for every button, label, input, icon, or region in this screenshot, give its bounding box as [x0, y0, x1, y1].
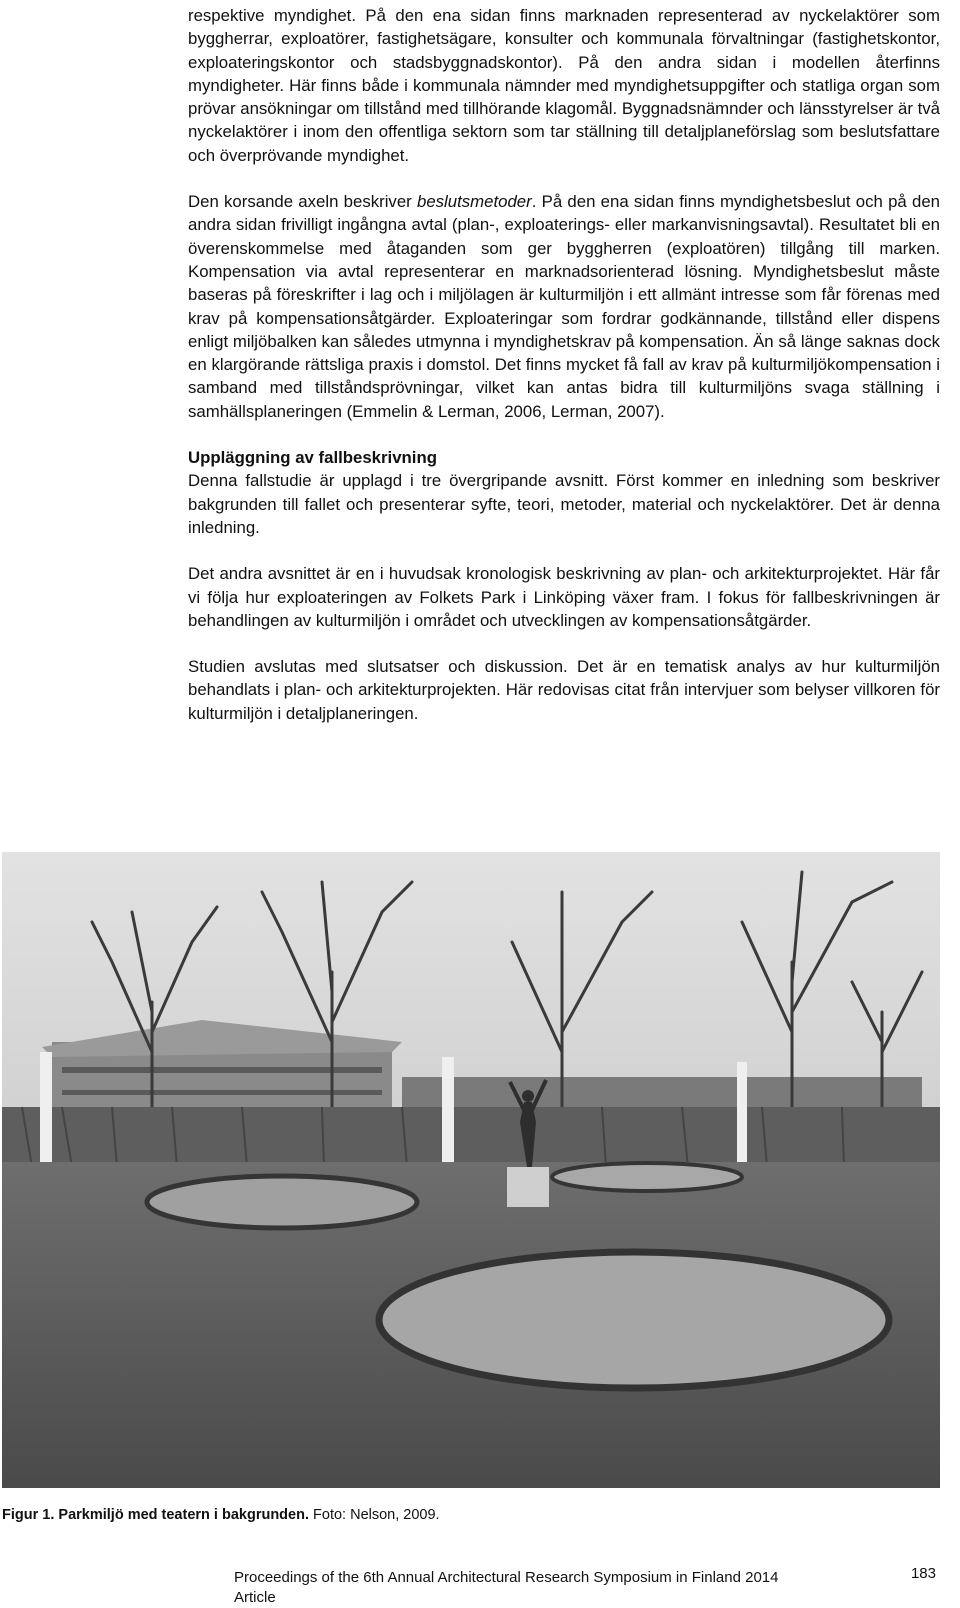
body-text: [188, 4, 940, 725]
page-number: 183: [910, 1565, 936, 1582]
paragraph-2-start: Den korsande axeln beskriver: [188, 192, 417, 212]
figure-caption-label: Figur 1. Parkmiljö med teatern i bakgrunden.: [2, 1507, 309, 1523]
figure-caption: [2, 1507, 440, 1523]
paragraph-2-rest: . På den ena sidan finns myndighetsbeslut och på den andra sidan frivilligt ingångna avtal (plan-, exploaterings- eller markanvisningsavtal). Resultatet bli en överenskommelse med åtaganden som ger byggherren (exploatören) tillgång till marken. Kompensation via avtal representerar en marknadsorienterad lösning. Myndighetsbeslut måste baseras på föreskrifter i lag och i miljölagen är kulturmiljön i ett allmänt intresse som får förenas med krav på kompensationsåtgärder. Exploateringar som fordrar godkännande, tillstånd eller dispens enligt miljöbalken kan således utmynna i myndighetskrav på kompensation. Än så länge saknas dock en klargörande rättsliga praxis i domstol. Det finns mycket få fall av krav på kulturmiljökompensation i samband med tillståndsprövningar, vilket kan antas bidra till kulturmiljöns svaga ställning i samhällsplaneringen (Emmelin & Lerman, 2006, Lerman, 2007).: [188, 192, 940, 421]
park-photo: [2, 852, 940, 1488]
paragraph-4: Det andra avsnittet är en i huvudsak kronologisk beskrivning av plan- och arkitekturprojektet. Här får vi följa hur exploateringen av Folkets Park i Linköping växer fram. I fokus för fallbeskrivningen är behandlingen av kulturmiljön i området och utvecklingen av kompensationsåtgärder.: [188, 564, 940, 630]
footer-proceedings: Proceedings of the 6th Annual Architectural Research Symposium in Finland 2014: [234, 1569, 779, 1586]
paragraph-5: Studien avslutas med slutsatser och diskussion. Det är en tematisk analys av hur kulturmiljön behandlats i plan- och arkitekturprojekten. Här redovisas citat från intervjuer som belyser villkoren för kulturmiljön i detaljplaneringen.: [188, 657, 940, 723]
paragraph-2: [188, 190, 940, 423]
paragraph-3: Denna fallstudie är upplagd i tre övergripande avsnitt. Först kommer en inledning som beskriver bakgrunden till fallet och presenterar syfte, teori, metoder, material och nyckelaktörer. Det är denna inledning.: [188, 471, 940, 537]
section-heading: Uppläggning av fallbeskrivning: [188, 448, 437, 468]
page-footer: [234, 1568, 778, 1608]
paragraph-1: respektive myndighet. På den ena sidan finns marknaden representerad av nyckelaktörer som byggherrar, exploatörer, fastighetsägare, konsulter och kommunala förvaltningar (fastighetskontor, exploateringskontor och stadsbyggnadskontor). På den andra sidan i modellen återfinns myndigheter. Här finns både i kommunala nämnder med myndighetsuppgifter och statliga organ som prövar ansökningar om tillstånd med tillhörande klagomål. Byggnadsnämnder och länsstyrelser är två nyckelaktörer i inom den offentliga sektorn som tar ställning till detaljplaneförslag som beslutsfattare och överprövande myndighet.: [188, 6, 940, 165]
paragraph-2-emphasis: beslutsmetoder: [417, 192, 532, 212]
figure-caption-credit: Foto: Nelson, 2009.: [309, 1507, 440, 1523]
footer-article-label: Article: [234, 1589, 276, 1606]
